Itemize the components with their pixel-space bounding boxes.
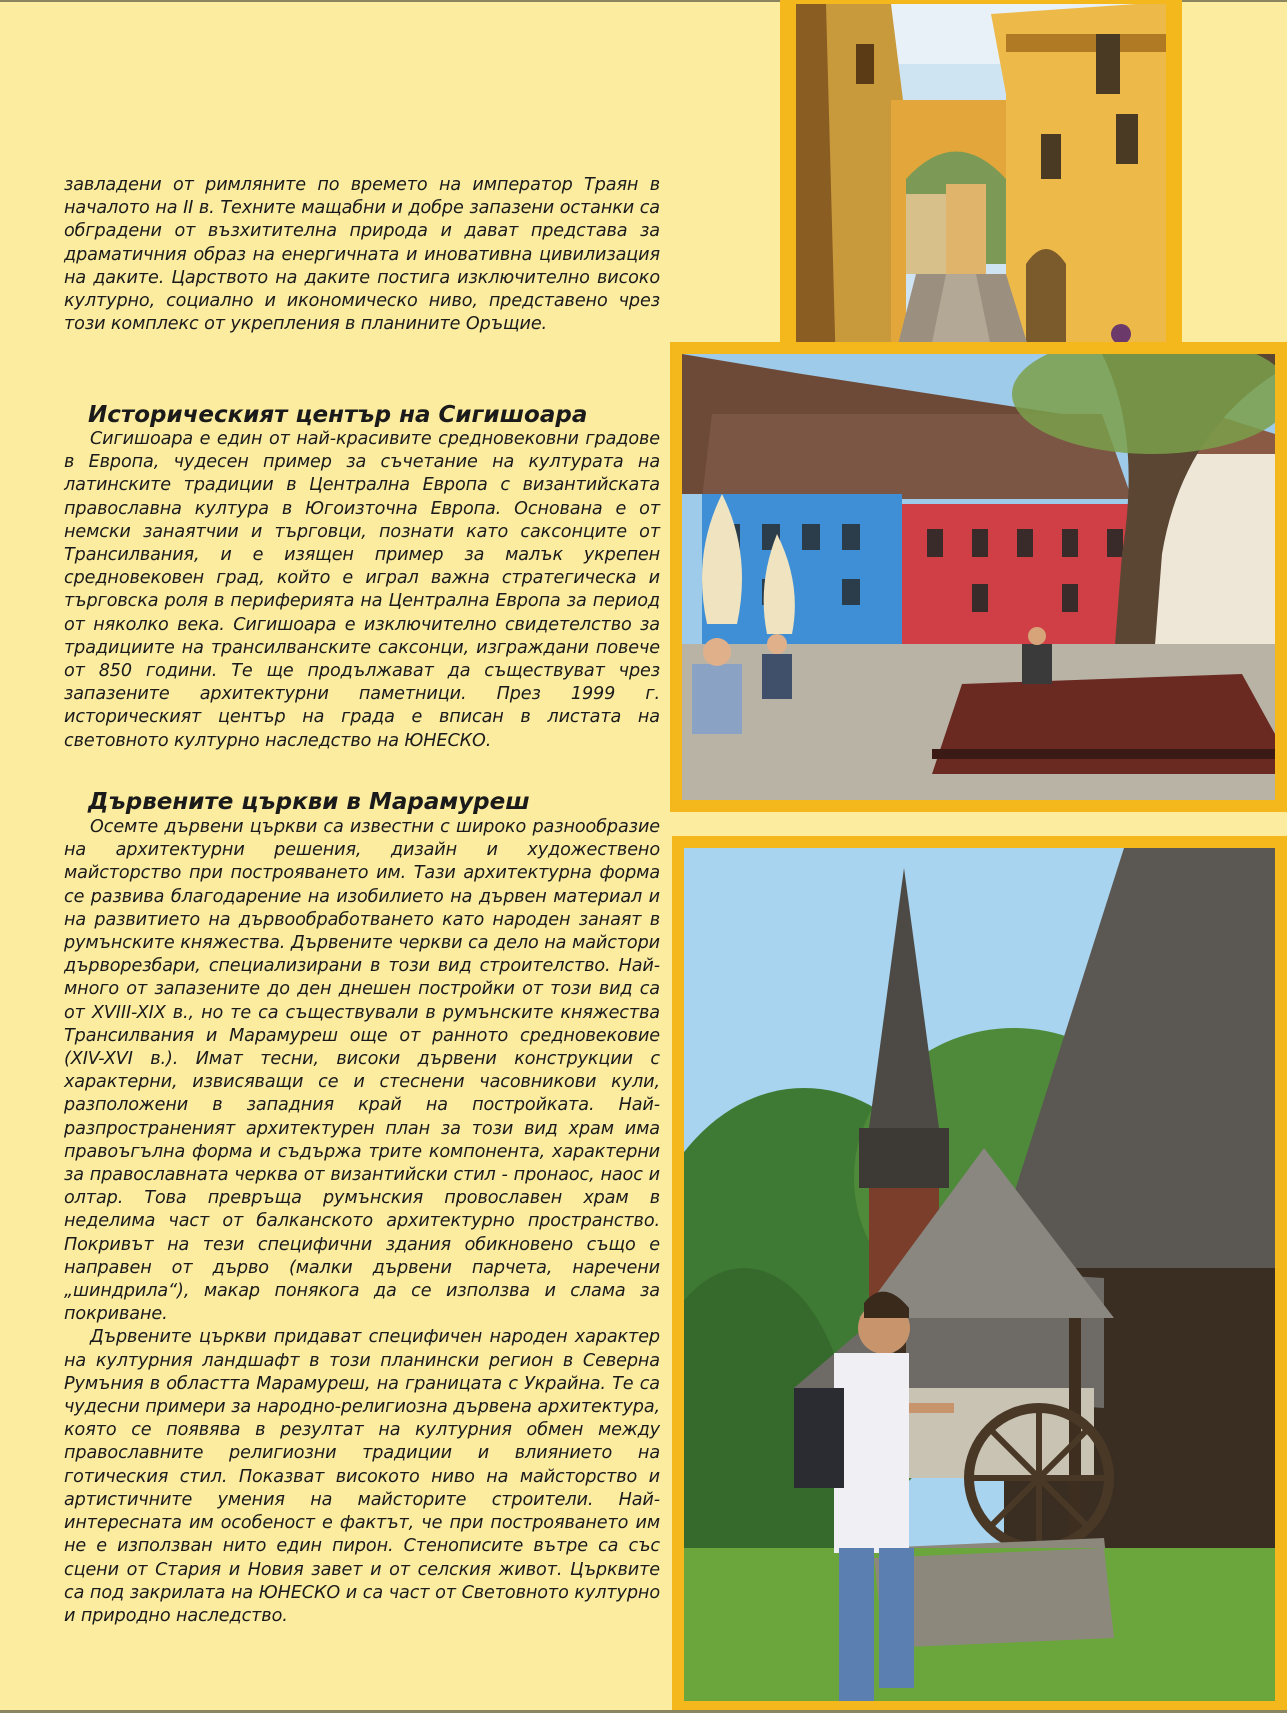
section-heading-maramures: Дървените църкви в Марамуреш (88, 789, 530, 815)
street-arch-illustration (796, 4, 1166, 372)
wooden-church-illustration (684, 848, 1275, 1701)
intro-paragraph: завладени от римляните по времето на император Траян в началото на II в. Техните мащабни и добре запазени останки са обградени от възхитителна природа и дават представа за драматичния образ на енергичната и иновативна цивилизация на даките. Царството на даките постига изключително високо културно, социално и икономическо ниво, представено чрез този комплекс от укрепления в планините Оръщие. (64, 175, 660, 335)
paragraph-maramures-2: Дървените църкви придават специфичен народен характер на културния ландшафт в този планински регион в Северна Румъния в областта Марамуреш, на границата с Украйна. Те са чудесни примери за народно-религиозна дървена архитектура, която се появява в резултат на културния обмен между православните религиозни традиции и влиянието на готическия стил. Показват високото ниво на майсторство и артистичните умения на майсторите строители. Най-интересната им особеност е фактът, че при построяването им не е използван нито един пирон. Стенописите вътре са със сцени от Стария и Новия завет и от селския живот. Църквите са под закрилата на ЮНЕСКО и са част от Световното културно и природно наследство. (64, 1327, 660, 1626)
town-square-illustration (682, 354, 1275, 800)
paragraph-sighisoara: Сигишоара е един от най-красивите средновековни градове в Европа, чудесен пример за съчетание на културата на латинските традиции в Централна Европа с византийската православна култура в Югоизточна Европа. Основана е от немски занаятчии и търговци, познати като саксонците от Трансилвания, и е изящен пример за малък укрепен средновековен град, който е играл важна стратегическа и търговска роля в периферията на Централна Европа за период от няколко века. Сигишоара е изключително свидетелство за традициите на трансилванските саксонци, изграждани повече от 850 години. Те ще продължават да съществуват чрез запазените архитектурни паметници. През 1999 г. историческият център на града е вписан в листата на световното културно наследство на ЮНЕСКО. (64, 429, 660, 751)
sighisoara-square-photo (670, 342, 1287, 812)
paragraph-maramures-1: Осемте дървени църкви са известни с широко разнообразие на архитектурни решения, дизайн и художествено майсторство при построяването им. Тази архитектурна форма се развива благодарение на изобилието на дървен материал и на развитието на дървообработването като народен занаят в румънските княжества. Дървените черкви са дело на майстори дърворезбари, специализирани в този вид строителство. Най-много от запазените до ден днешен постройки от този вид са от XVIII-XIX в., но те са съществували в румънските княжества Трансилвания и Марамуреш още от ранното средновековие (XIV-XVI в.). Имат тесни, високи дървени конструкции с характерни, извисяващи се и стеснени часовникови кули, разположени в западния край на постройката. Най-разпространеният архитектурен план за този вид храм има правоъгълна форма и съдържа трите компонента, характерни за православната черква от византийски стил - пронаос, наос и олтар. Това превръща румънския провославен храм в неделима част от балканското архитектурно пространство. Покривът на тези специфични здания обикновено също е направен от дърво (малки дървени парчета, наречени „шиндрила“), макар понякога да се използва и слама за покриване. (64, 817, 660, 1325)
maramures-text-block (64, 816, 660, 1628)
section-heading-sighisoara: Историческият център на Сигишоара (88, 402, 588, 428)
maramures-wooden-church-photo (672, 836, 1287, 1713)
sighisoara-street-arch-photo (780, 0, 1182, 387)
